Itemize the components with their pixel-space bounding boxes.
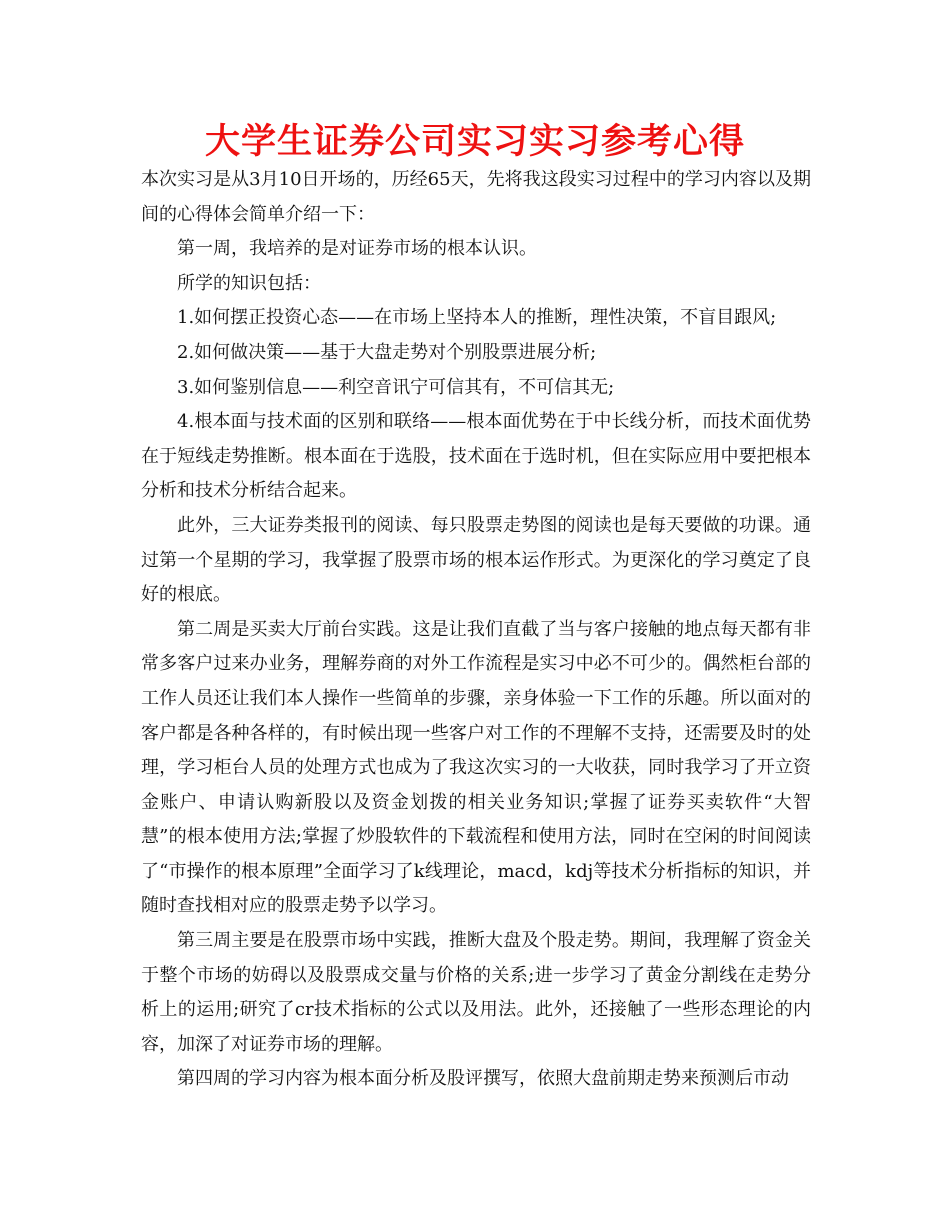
document-body	[141, 163, 811, 1097]
paragraph-intro: 本次实习是从3月10日开场的，历经65天，先将我这段实习过程中的学习内容以及期间的心得体会简单介绍一下：	[141, 169, 811, 225]
paragraph-week-two: 第二周是买卖大厅前台实践。这是让我们直截了当与客户接触的地点每天都有非常多客户过来办业务，理解券商的对外工作流程是实习中必不可少的。偶然柜台部的工作人员还让我们本人操作一些简单的步骤，亲身体验一下工作的乐趣。所以面对的客户都是各种各样的，有时候出现一些客户对工作的不理解不支持，还需要及时的处理，学习柜台人员的处理方式也成为了我这次实习的一大收获，同时我学习了开立资金账户、申请认购新股以及资金划拨的相关业务知识;掌握了证券买卖软件“大智慧”的根本使用方法;掌握了炒股软件的下载流程和使用方法，同时在空闲的时间阅读了“市操作的根本原理”全面学习了k线理论，macd，kdj等技术分析指标的知识，并随时查找相对应的股票走势予以学习。	[141, 618, 811, 917]
paragraph-week-one: 第一周，我培养的是对证券市场的根本认识。	[177, 238, 537, 260]
document-title: 大学生证券公司实习实习参考心得	[204, 122, 745, 162]
list-item-fundamental-technical: 4.根本面与技术面的区别和联络——根本面优势在于中长线分析，而技术面优势在于短线走势推断。根本面在于选股，技术面在于选时机，但在实际应用中要把根本分析和技术分析结合起来。	[141, 411, 811, 502]
paragraph-knowledge-heading: 所学的知识包括：	[177, 272, 321, 294]
list-item-mindset: 1.如何摆正投资心态——在市场上坚持本人的推断，理性决策，不盲目跟风;	[177, 307, 777, 329]
paragraph-week-three: 第三周主要是在股票市场中实践，推断大盘及个股走势。期间，我理解了资金关于整个市场的妨碍以及股票成交量与价格的关系;进一步学习了黄金分割线在走势分析上的运用;研究了cr技术指标的公式以及用法。此外，还接触了一些形态理论的内容，加深了对证券市场的理解。	[141, 930, 811, 1055]
paragraph-reading: 此外，三大证券类报刊的阅读、每只股票走势图的阅读也是每天要做的功课。通过第一个星期的学习，我掌握了股票市场的根本运作形式。为更深化的学习奠定了良好的根底。	[141, 514, 811, 606]
list-item-decision: 2.如何做决策——基于大盘走势对个别股票进展分析;	[177, 341, 597, 363]
paragraph-week-four: 第四周的学习内容为根本面分析及股评撰写，依照大盘前期走势来预测后市动	[177, 1068, 789, 1090]
list-item-information: 3.如何鉴别信息——利空音讯宁可信其有，不可信其无;	[177, 376, 615, 398]
